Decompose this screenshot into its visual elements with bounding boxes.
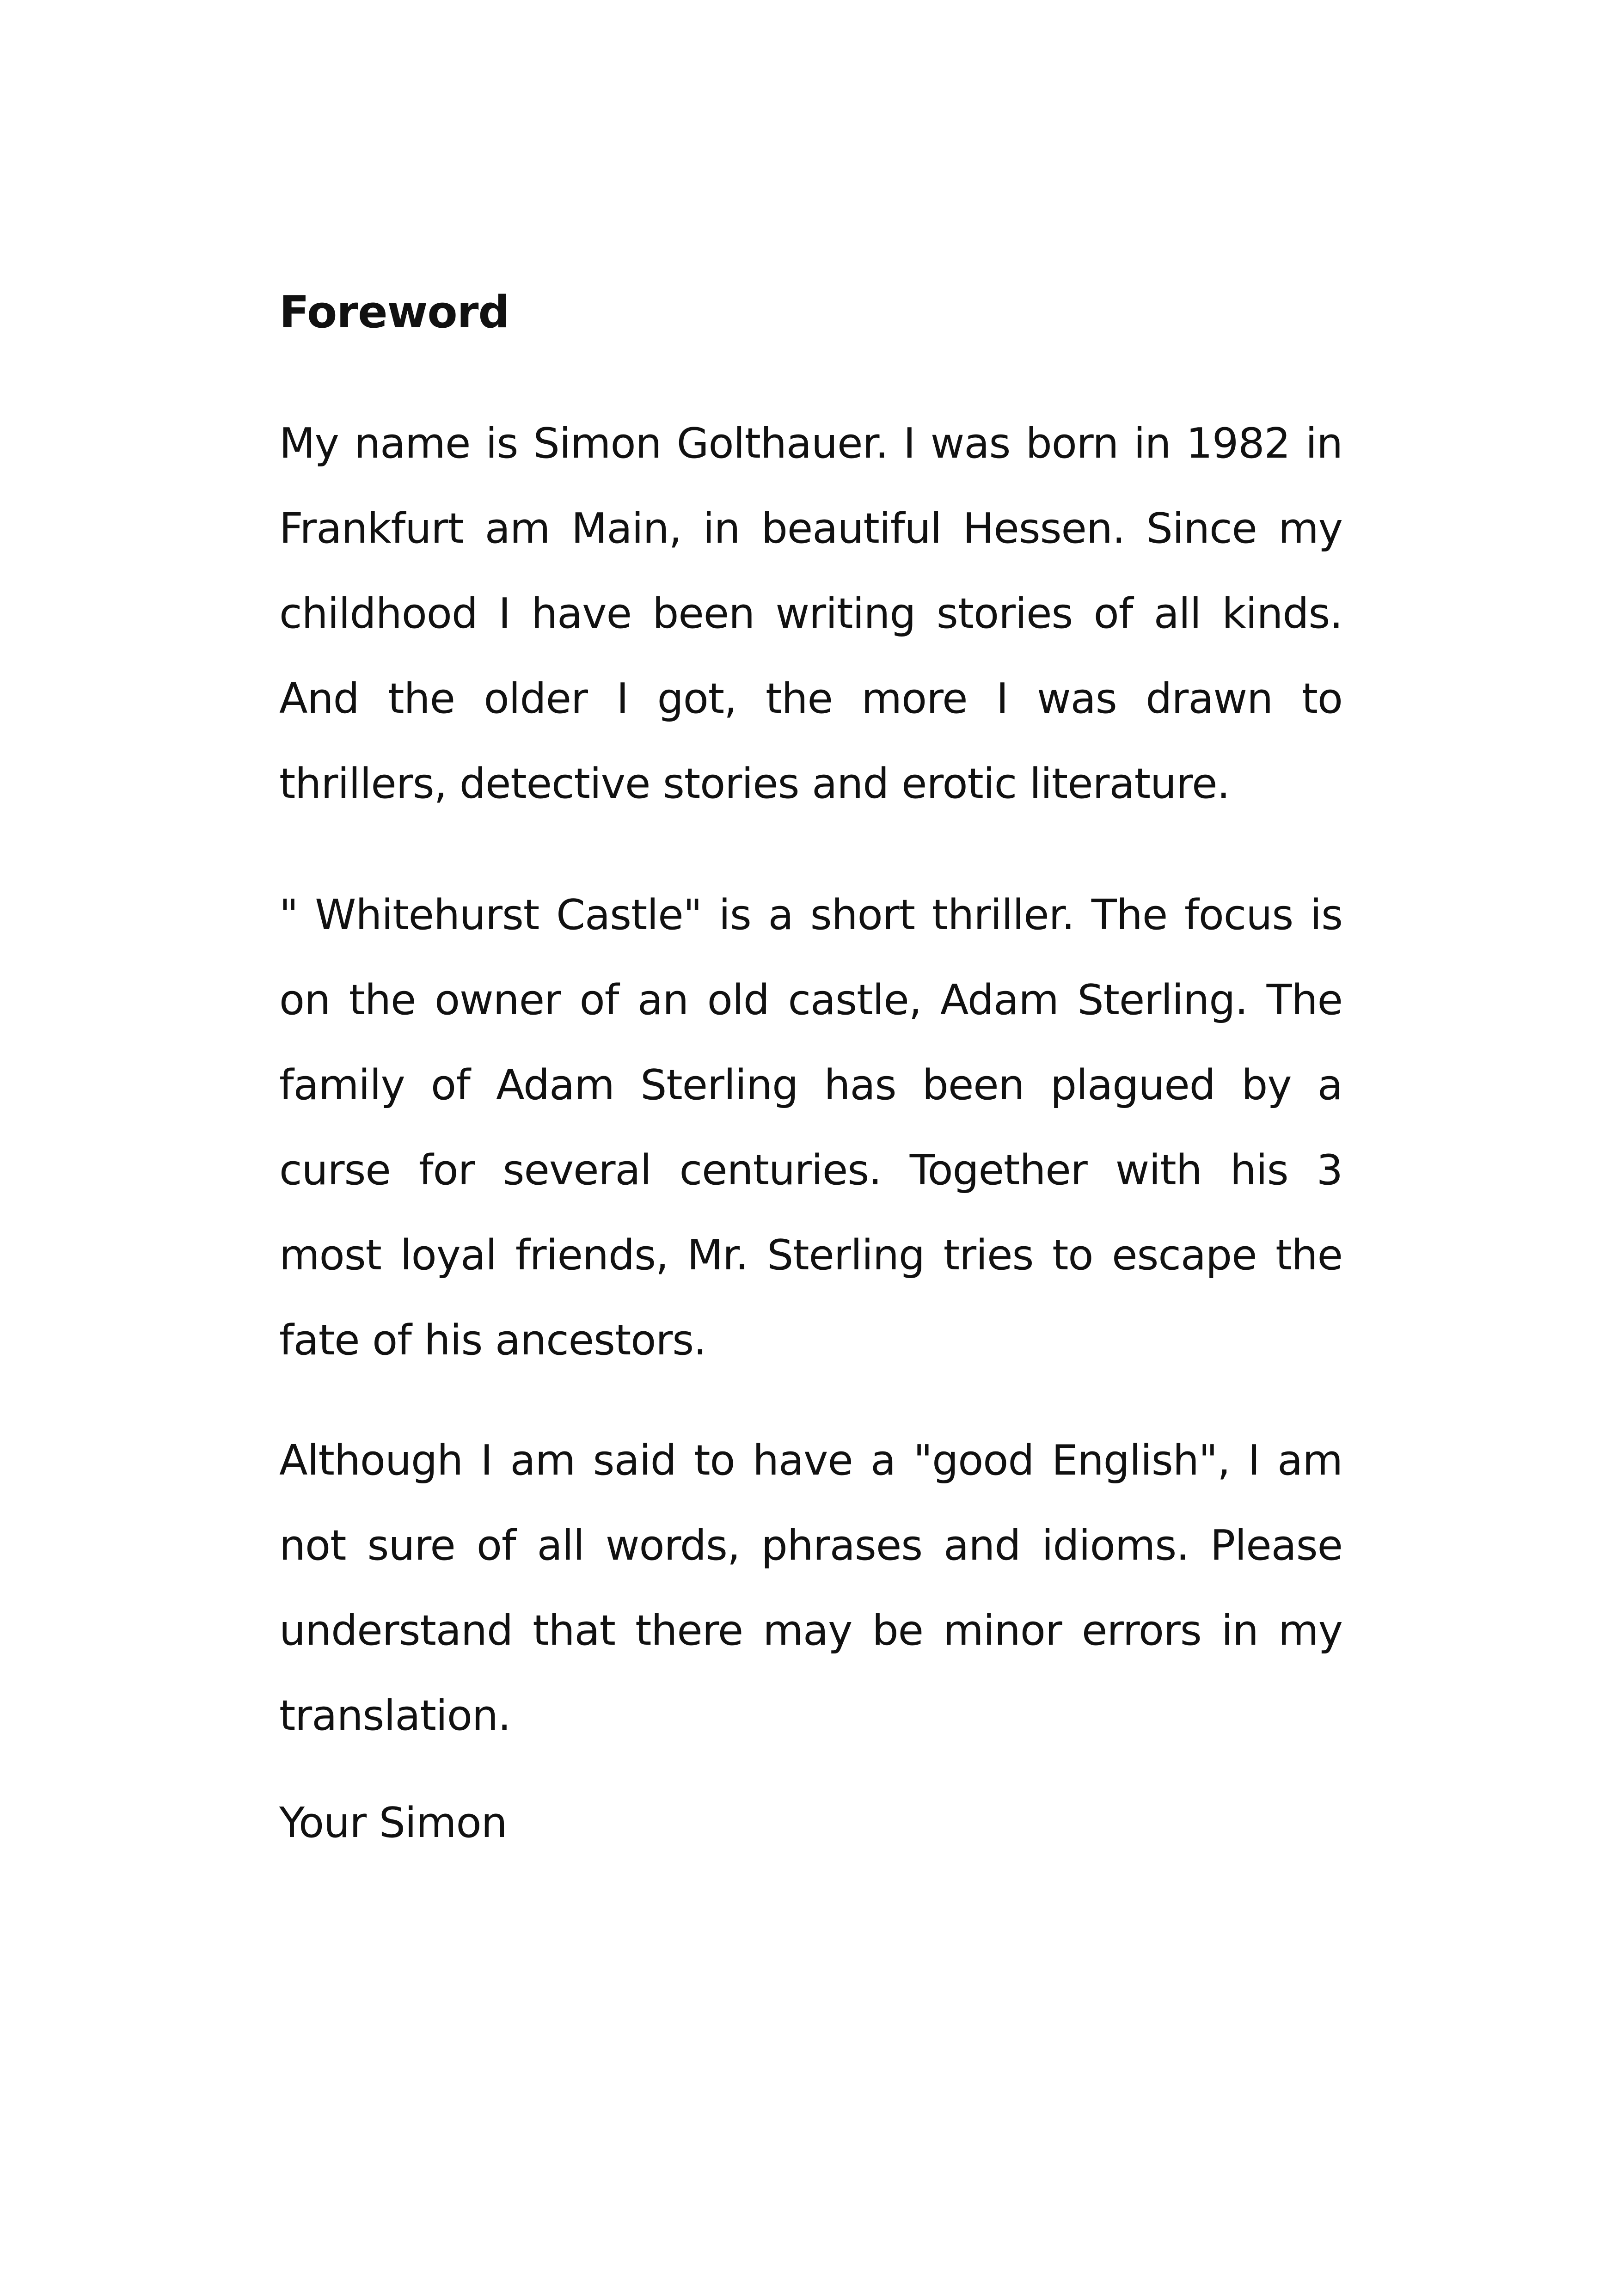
signature: Your Simon (279, 1799, 507, 1847)
page-content (279, 280, 1342, 1866)
intro-paragraph: My name is Simon Golthauer. I was born in 1982 in Frankfurt am Main, in beautiful Hessen. Since my childhood I have been writing stories of all kinds. And the older I got, the more I was drawn to thrillers, detective stories and erotic literature. (279, 419, 1342, 808)
page-title: Foreword (279, 287, 509, 338)
book-summary-paragraph: " Whitehurst Castle" is a short thriller. The focus is on the owner of an old castle, Adam Sterling. The family of Adam Sterling has been plagued by a curse for several centuries. Together with his 3 most loyal friends, Mr. Sterling tries to escape the fate of his ancestors. (279, 891, 1342, 1365)
translation-note-paragraph: Although I am said to have a "good English", I am not sure of all words, phrases and idioms. Please understand that there may be minor errors in my translation. (279, 1436, 1342, 1740)
